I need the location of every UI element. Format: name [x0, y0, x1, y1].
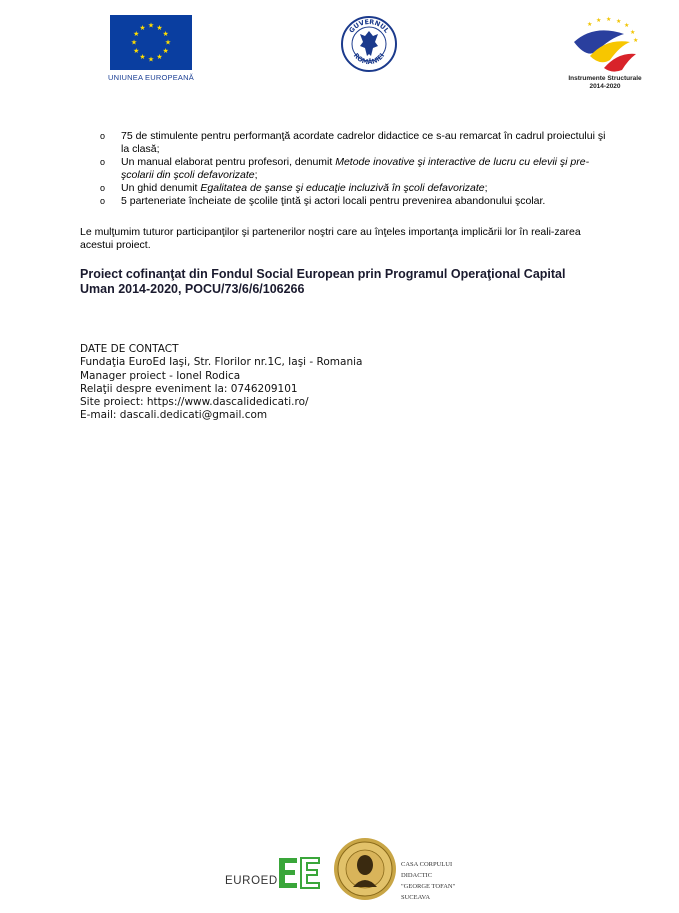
ccd-line2: "GEORGE TOFAN" SUCEAVA — [401, 883, 456, 901]
ccd-seal-icon — [333, 837, 397, 901]
contact-manager: Manager proiect - Ionel Rodica — [80, 369, 241, 382]
eu-star-icon: ★ — [133, 30, 140, 38]
euroed-logo-icon — [277, 856, 321, 890]
romanian-government-seal — [340, 15, 398, 73]
list-item-text-prefix: Un ghid denumit — [121, 182, 201, 194]
svg-text:★: ★ — [633, 37, 639, 44]
svg-text:★: ★ — [596, 17, 602, 24]
contact-heading: DATE DE CONTACT — [80, 343, 179, 355]
list-item — [100, 182, 610, 195]
eu-star-icon: ★ — [156, 53, 163, 62]
list-item-text: 75 de stimulente pentru performanţă acordate cadrelor didactice ce s-au remarcat în cadrul proiectului şi la clasă; — [121, 130, 606, 155]
list-item-text-suffix: ; — [484, 182, 488, 194]
eu-flag-icon — [110, 15, 192, 70]
eu-star-icon: ★ — [139, 53, 146, 62]
list-item-text: 5 parteneriate încheiate de şcolile ţintă şi actori locali pentru prevenirea abandonului şcolar. — [121, 195, 546, 207]
eu-star-icon: ★ — [162, 30, 169, 38]
svg-text:★: ★ — [624, 22, 630, 29]
svg-text:ROMÂNIEI: ROMÂNIEI — [351, 51, 387, 67]
eu-caption: UNIUNEA EUROPEANĂ — [108, 73, 194, 82]
eu-logo — [108, 15, 194, 85]
contact-email-link[interactable]: E-mail: dascali.dedicati@gmail.com — [80, 409, 268, 422]
eu-star-icon: ★ — [147, 21, 155, 30]
list-item — [100, 195, 610, 208]
deliverables-list — [100, 130, 610, 208]
svg-text:★: ★ — [606, 16, 612, 23]
list-item — [100, 130, 610, 156]
contact-phone: Relaţii despre eveniment la: 0746209101 — [80, 382, 298, 395]
list-item-text-prefix: Un manual elaborat pentru profesori, denumit — [121, 156, 336, 168]
bullet-icon: o — [100, 131, 106, 141]
eu-star-icon: ★ — [139, 23, 146, 32]
eu-star-icon: ★ — [156, 23, 163, 32]
svg-text:★: ★ — [630, 29, 636, 36]
svg-text:GUVERNUL: GUVERNUL — [347, 17, 391, 35]
contact-organization: Fundaţia EuroEd Iaşi, Str. Florilor nr.1C, Iaşi - Romania — [80, 356, 363, 369]
ccd-line1: CASA CORPULUI DIDACTIC — [401, 861, 453, 879]
manual-title: Metode inovative şi interactive de lucru cu elevii şi pre-şcolarii din şcoli defavorizate — [121, 156, 590, 181]
thanks-paragraph: Le mulţumim tuturor participanţilor şi partenerilor noştri care au înţeles importanţa implicării lor în reali-zarea acestui proiect. — [80, 226, 581, 251]
eu-star-icon: ★ — [133, 47, 140, 55]
bullet-icon: o — [100, 196, 106, 206]
footer-logos — [225, 836, 475, 902]
contact-site-link[interactable]: Site proiect: https://www.dascalidedicati.ro/ — [80, 396, 309, 409]
bullet-icon: o — [100, 183, 106, 193]
eu-star-icon: ★ — [147, 55, 155, 64]
list-item — [100, 156, 610, 182]
euroed-logo-text: EUROED — [225, 875, 278, 887]
instrumente-structurale-logo — [560, 12, 650, 96]
svg-text:★: ★ — [616, 18, 622, 25]
bullet-icon: o — [100, 157, 106, 167]
ccd-logo-text — [401, 859, 475, 903]
contact-block — [80, 343, 362, 423]
cofinance-statement: Proiect cofinanţat din Fondul Social European prin Programul Operaţional Capital Uman 2014-2020, POCU/73/6/6/106266 — [80, 267, 566, 296]
is-caption-line2: 2014-2020 — [589, 83, 621, 90]
guide-title: Egalitatea de şanse şi educaţie incluzivă în şcoli defavorizate — [200, 182, 485, 194]
is-caption-line1: Instrumente Structurale — [568, 75, 642, 82]
list-item-text-suffix: ; — [254, 169, 258, 181]
eu-star-icon: ★ — [130, 38, 138, 47]
svg-text:★: ★ — [587, 21, 593, 28]
is-caption — [554, 75, 656, 91]
eu-star-icon: ★ — [164, 38, 172, 47]
eu-star-icon: ★ — [162, 47, 169, 55]
